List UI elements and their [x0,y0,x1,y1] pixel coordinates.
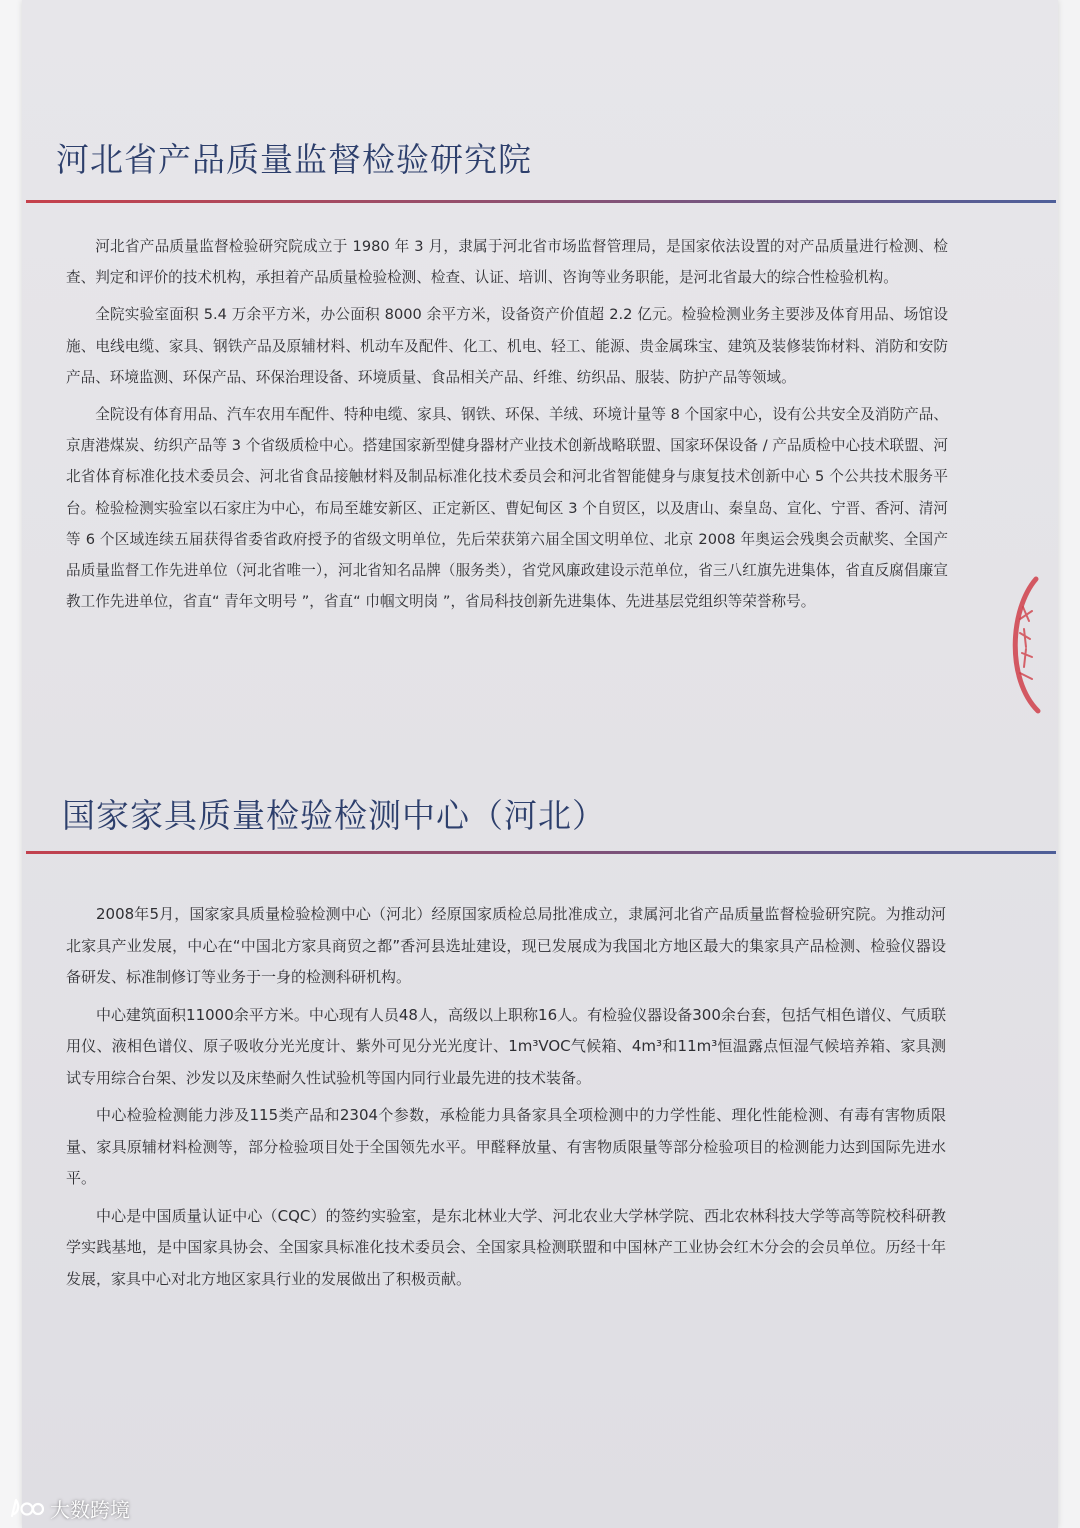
section-title-furniture-center: 国家家具质量检验检测中心（河北） [62,796,606,835]
paragraph: 中心是中国质量认证中心（CQC）的签约实验室，是东北林业大学、河北农业大学林学院、西北农林科技大学等高等院校科研教学实践基地，是中国家具协会、全国家具标准化技术委员会、全国家具检测联盟和中国林产工业协会红木分会的会员单位。历经十年发展，家具中心对北方地区家具行业的发展做出了积极贡献。 [66,1206,946,1288]
paragraph: 2008年5月，国家家具质量检验检测中心（河北）经原国家质检总局批准成立，隶属河北省产品质量监督检验研究院。为推动河北家具产业发展，中心在“中国北方家具商贸之都”香河县选址建设，现已发展成为我国北方地区最大的集家具产品检测、检验仪器设备研发、标准制修订等业务于一身的检测科研机构。 [66,905,946,986]
page-right-margin [1058,0,1080,1528]
section-divider-2 [26,851,1056,854]
paragraph: 河北省产品质量监督检验研究院成立于 1980 年 3 月，隶属于河北省市场监督管理局，是国家依法设置的对产品质量进行检测、检查、判定和评价的技术机构，承担着产品质量检验检测、检查、认证、培训、咨询等业务职能，是河北省最大的综合性检验机构。 [66,238,948,287]
paragraph: 中心检验检测能力涉及115类产品和2304个参数，承检能力具备家具全项检测中的力学性能、理化性能检测、有毒有害物质限量、家具原辅材料检测等，部分检验项目处于全国领先水平。甲醛释放量、有害物质限量等部分检验项目的检测能力达到国际先进水平。 [66,1106,946,1187]
section-divider-1 [26,200,1056,203]
watermark-text: 大数跨境 [50,1497,130,1522]
paragraph: 全院实验室面积 5.4 万余平方米，办公面积 8000 余平方米，设备资产价值超 2.2 亿元。检验检测业务主要涉及体育用品、场馆设施、电线电缆、家具、钢铁产品及原辅材料、机动车及配件、化工、机电、轻工、能源、贵金属珠宝、建筑及装修装饰材料、消防和安防产品、环境监测、环保产品、环保治理设备、环境质量、食品相关产品、纤维、纺织品、服装、防护产品等领域。 [66,306,948,386]
section-title-institute: 河北省产品质量监督检验研究院 [56,140,532,179]
brand-logo-icon [6,1496,44,1520]
watermark [6,1492,130,1524]
red-seal-stamp-icon [996,575,1056,715]
paragraph: 全院设有体育用品、汽车农用车配件、特种电缆、家具、钢铁、环保、羊绒、环境计量等 8 个国家中心，设有公共安全及消防产品、京唐港煤炭、纺织产品等 3 个省级质检中心。搭建国家新型健身器材产业技术创新战略联盟、国家环保设备 / 产品质检中心技术联盟、河北省体育标准化技术委员会、河北省食品接触材料及制品标准化技术委员会和河北省智能健身与康复技术创新中心 5 个公共技术服务平台。检验检测实验室以石家庄为中心，布局至雄安新区、正定新区、曹妃甸区 3 个自贸区，以及唐山、秦皇岛、宣化、宁晋、香河、清河等 6 个区域连续五届获得省委省政府授予的省级文明单位，先后荣获第六届全国文明单位、北京 2008 年奥运会残奥会贡献奖、全国产品质量监督工作先进单位（河北省唯一），河北省知名品牌（服务类），省党风廉政建设示范单位，省三八红旗先进集体，省直反腐倡廉宣教工作先进单位，省直“ 青年文明号 ”，省直“ 巾帼文明岗 ”，省局科技创新先进集体、先进基层党组织等荣誉称号。 [66,406,948,611]
page-left-margin [0,0,22,1528]
section-body-institute [66,231,948,623]
paragraph: 中心建筑面积11000余平方米。中心现有人员48人，高级以上职称16人。有检验仪器设备300余台套，包括气相色谱仪、气质联用仪、液相色谱仪、原子吸收分光光度计、紫外可见分光光度计、1m³VOC气候箱、4m³和11m³恒温露点恒湿气候培养箱、家具测试专用综合台架、沙发以及床垫耐久性试验机等国内同行业最先进的技术装备。 [66,1005,946,1087]
section-body-furniture-center [66,899,946,1301]
